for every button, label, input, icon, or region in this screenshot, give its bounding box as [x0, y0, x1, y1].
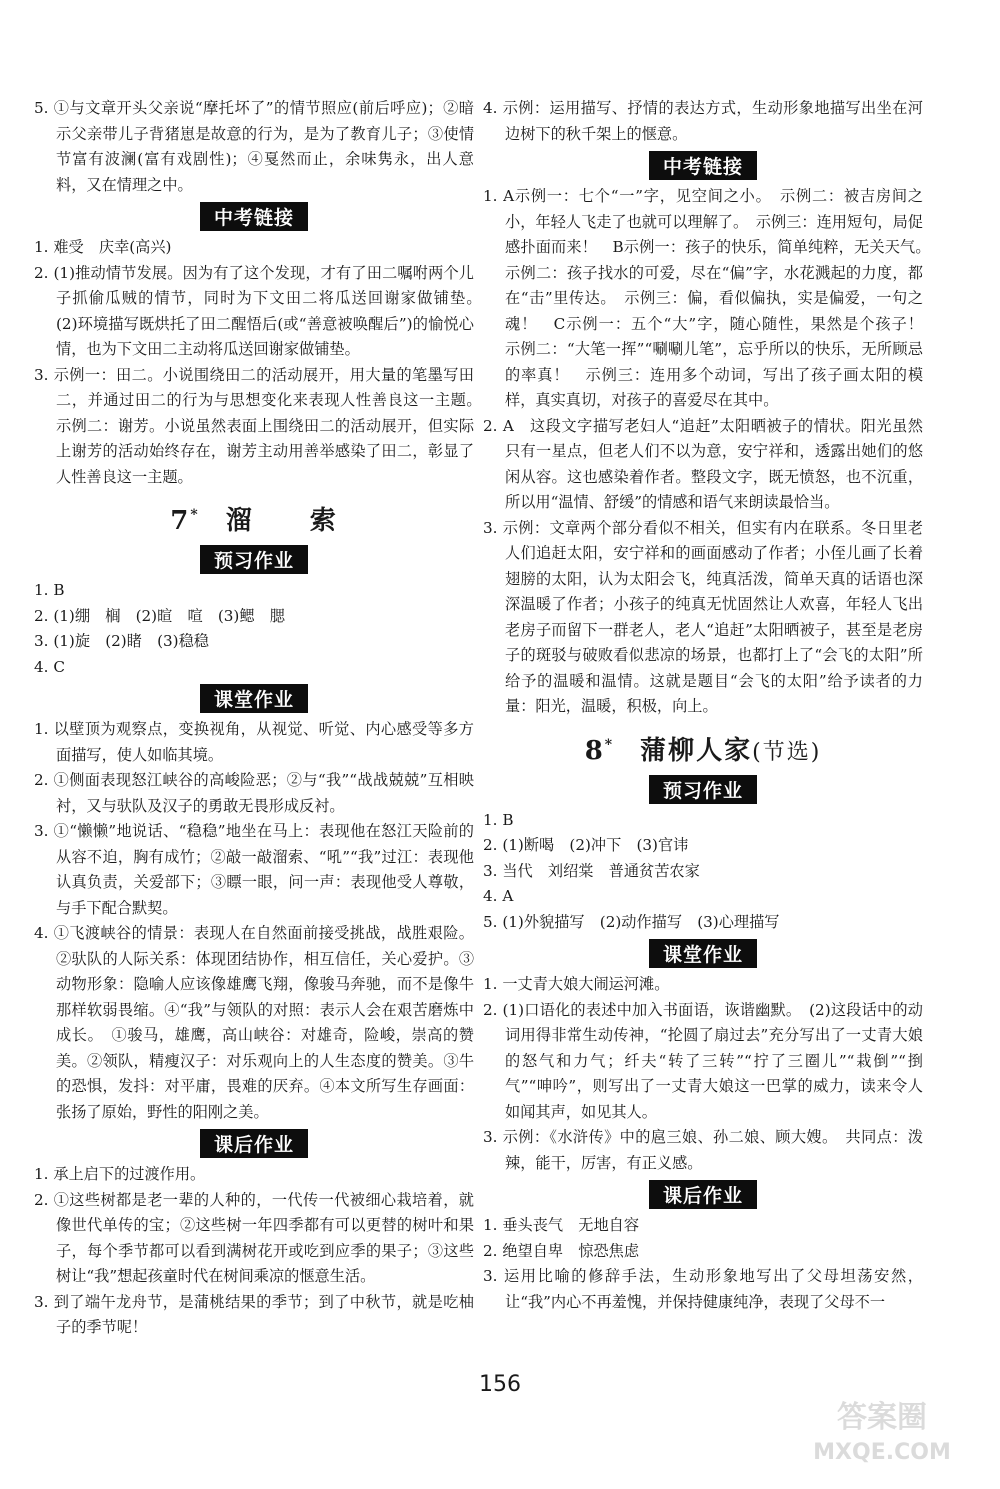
section-banner-kehou: 课后作业	[649, 1180, 757, 1209]
section-banner-yuxi: 预习作业	[649, 775, 757, 804]
lesson-name: 蒲柳人家	[640, 735, 753, 766]
section-banner-zhongkao: 中考链接	[649, 151, 757, 180]
answer-item: 2. (1)口语化的表述中加入书面语，诙谐幽默。 (2)这段话中的动词用得非常生动传神，“抡圆了扇过去”充分写出了一丈青大娘的怒气和力气；纤夫“转了三转”“拧了三圈儿”“栽倒”“捯气”“呻吟”，则写出了一丈青大娘这一巴掌的威力，读来令人如闻其声，如见其人。	[483, 1000, 923, 1121]
answer-item: 3. 运用比喻的修辞手法，生动形象地写出了父母坦荡安然，让“我”内心不再羞愧，并保持健康纯净，表现了父母不一	[483, 1267, 923, 1311]
page-number: 156	[479, 1372, 521, 1397]
section-banner-zhongkao: 中考链接	[200, 202, 308, 231]
answer-item: 3. 示例一：田二。小说围绕田二的活动展开，用大量的笔墨写田二，并通过田二的行为与思想变化来表现人性善良这一主题。 示例二：谢芳。小说虽然表面上围绕田二的活动展开，但实际上谢芳的活动始终存在，谢芳主动用善举感染了田二，彰显了人性善良这一主题。	[34, 365, 490, 486]
answer-item: 1. 承上启下的过渡作用。	[34, 1165, 206, 1183]
answer-item: 3. 到了端午龙舟节，是蒲桃结果的季节；到了中秋节，就是吃柚子的季节呢！	[34, 1292, 474, 1336]
answer-item: 2. (1)推动情节发展。因为有了这个发现，才有了田二嘱咐两个儿子抓偷瓜贼的情节，同时为下文田二将瓜送回谢家做铺垫。 (2)环境描写既烘托了田二醒悟后(或“善意被唤醒后”)的愉悦心情，也为下文田二主动将瓜送回谢家做铺垫。	[34, 263, 490, 358]
answer-item: 2. ①这些树都是老一辈的人种的，一代传一代被细心栽培着，就像世代单传的宝；②这些树一年四季都有可以更替的树叶和果子，每个季节都可以看到满树花开或吃到应季的果子；③这些树让“我”想起孩童时代在树间乘凉的惬意生活。	[34, 1190, 474, 1285]
section-banner-yuxi: 预习作业	[200, 545, 308, 574]
answer-item: 3. 示例：文章两个部分看似不相关，但实有内在联系。冬日里老人们追赶太阳，安宁祥和的画面感动了作者；小侄儿画了长着翅膀的太阳，认为太阳会飞，纯真活泼，简单天真的话语也深深温暖了作者；小孩子的纯真无忧固然让人欢喜，年轻人飞出老房子而留下一群老人，老人“追赶”太阳晒被子，甚至是老房子的斑驳与破败看似悲凉的场景，也都打上了“会飞的太阳”所给予的温暖和温情。这就是题目“会飞的太阳”给予读者的力量：阳光，温暖，积极，向上。	[483, 518, 923, 715]
lesson-subtitle: (节选)	[752, 739, 822, 765]
answer-item: 4. 示例：运用描写、抒情的表达方式，生动形象地描写出坐在河边树下的秋千架上的惬意。	[483, 99, 923, 143]
answer-item: 4. ①飞渡峡谷的情景：表现人在自然面前接受挑战，战胜艰险。②驮队的人际关系：体现团结协作，相互信任，关心爱护。③动物形象：隐喻人应该像雄鹰飞翔，像骏马奔驰，而不是像牛那样软弱畏缩。④“我”与领队的对照：表示人会在艰苦磨炼中成长。 ①骏马，雄鹰，高山峡谷：对雄奇，险峻，崇高的赞美。②领队，精瘦汉子：对乐观向上的人生态度的赞美。③牛的恐惧，发抖：对平庸，畏难的厌弃。④本文所写生存画面：张扬了原始，野性的阳刚之美。	[34, 924, 474, 1121]
lesson-title-7	[34, 500, 474, 537]
answer-item: 5. ①与文章开头父亲说“摩托坏了”的情节照应(前后呼应)；②暗示父亲带儿子背猪崽是故意的行为，是为了教育儿子；③使情节富有波澜(富有戏剧性)；④戛然而止，余味隽永，出人意料，又在情理之中。	[34, 99, 474, 194]
answer-item: 1. 一丈青大娘大闹运河滩。	[483, 975, 670, 993]
svg-text:答案圈: 答案圈	[837, 1400, 927, 1435]
section-banner-ketang: 课堂作业	[649, 939, 757, 968]
lesson-number: 8	[584, 735, 605, 766]
right-column	[483, 96, 939, 1315]
answer-item: 1. A示例一：七个“一”字，见空间之小。 示例二：被吉房间之小，年轻人飞走了也就可以理解了。 示例三：连用短句，局促感扑面而来！ B示例一：孩子的快乐，简单纯粹，无关天气。 示例二：孩子找水的可爱，尽在“偏”字，水花溅起的力度，都在“击”里传达。 示例三：偏，看似偏执，实是偏爱，一句之魂！ C示例一：五个“大”字，随心随性，果然是个孩子！ 示例二：“大笔一挥”“唰唰儿笔”，忘乎所以的快乐，无所顾忌的率真！ 示例三：连用多个动词，写出了孩子画太阳的模样，真实真切，对孩子的喜爱尽在其中。	[483, 187, 939, 409]
watermark-logo	[802, 1389, 962, 1469]
lesson-star: *	[190, 507, 200, 524]
answer-item: 2. ①侧面表现怒江峡谷的高峻险恶；②与“我”“战战兢兢”互相映衬，又与驮队及汉子的勇敢无畏形成反衬。	[34, 771, 474, 815]
answer-item: 1. 垂头丧气 无地自容	[483, 1216, 640, 1234]
answer-item: 5. (1)外貌描写 (2)动作描写 (3)心理描写	[483, 912, 780, 931]
answer-item: 3. 示例：《水浒传》中的扈三娘、孙二娘、顾大嫂。 共同点：泼辣，能干，厉害，有正义感。	[483, 1128, 923, 1172]
answer-item: 4. C	[34, 657, 65, 676]
svg-text:MXQE.COM: MXQE.COM	[813, 1440, 951, 1465]
lesson-star: *	[604, 736, 615, 753]
answer-item: 1. B	[483, 810, 514, 829]
section-banner-ketang: 课堂作业	[200, 684, 308, 713]
answer-item: 2. 绝望自卑 惊恐焦虑	[483, 1241, 640, 1260]
answer-item: 1. 难受 庆幸(高兴)	[34, 238, 172, 256]
answer-item: 3. ①“懒懒”地说话、“稳稳”地坐在马上：表现他在怒江天险前的从容不迫，胸有成竹；②敲一敲溜索、“吼”“我”过江：表现他认真负责，关爱部下；③瞟一眼，问一声：表现他受人尊敬，与手下配合默契。	[34, 822, 474, 917]
answer-item: 2. A 这段文字描写老妇人“追赶”太阳晒被子的情状。阳光虽然只有一星点，但老人们不以为意，安宁祥和，透露出她们的悠闲从容。这也感染着作者。整段文字，既无愤怒，也不沉重，所以用“温情、舒缓”的情感和语气来朗读最恰当。	[483, 416, 923, 511]
lesson-name: 溜 索	[225, 506, 338, 536]
answer-item: 1. B	[34, 581, 65, 599]
left-column	[34, 96, 490, 1341]
answer-item: 4. A	[483, 887, 514, 905]
answer-item: 3. (1)旋 (2)睹 (3)稳稳	[34, 632, 209, 650]
answer-item: 1. 以壁顶为观察点，变换视角，从视觉、听觉、内心感受等多方面描写，使人如临其境。	[34, 720, 474, 764]
lesson-number: 7	[170, 506, 191, 536]
answer-item: 2. (1)断喝 (2)冲下 (3)官讳	[483, 836, 689, 854]
answer-item: 2. (1)绷 榈 (2)暄 喧 (3)鳃 腮	[34, 606, 285, 625]
section-banner-kehou: 课后作业	[200, 1129, 308, 1158]
lesson-title-8	[483, 730, 923, 767]
answer-item: 3. 当代 刘绍棠 普通贫苦农家	[483, 861, 700, 880]
